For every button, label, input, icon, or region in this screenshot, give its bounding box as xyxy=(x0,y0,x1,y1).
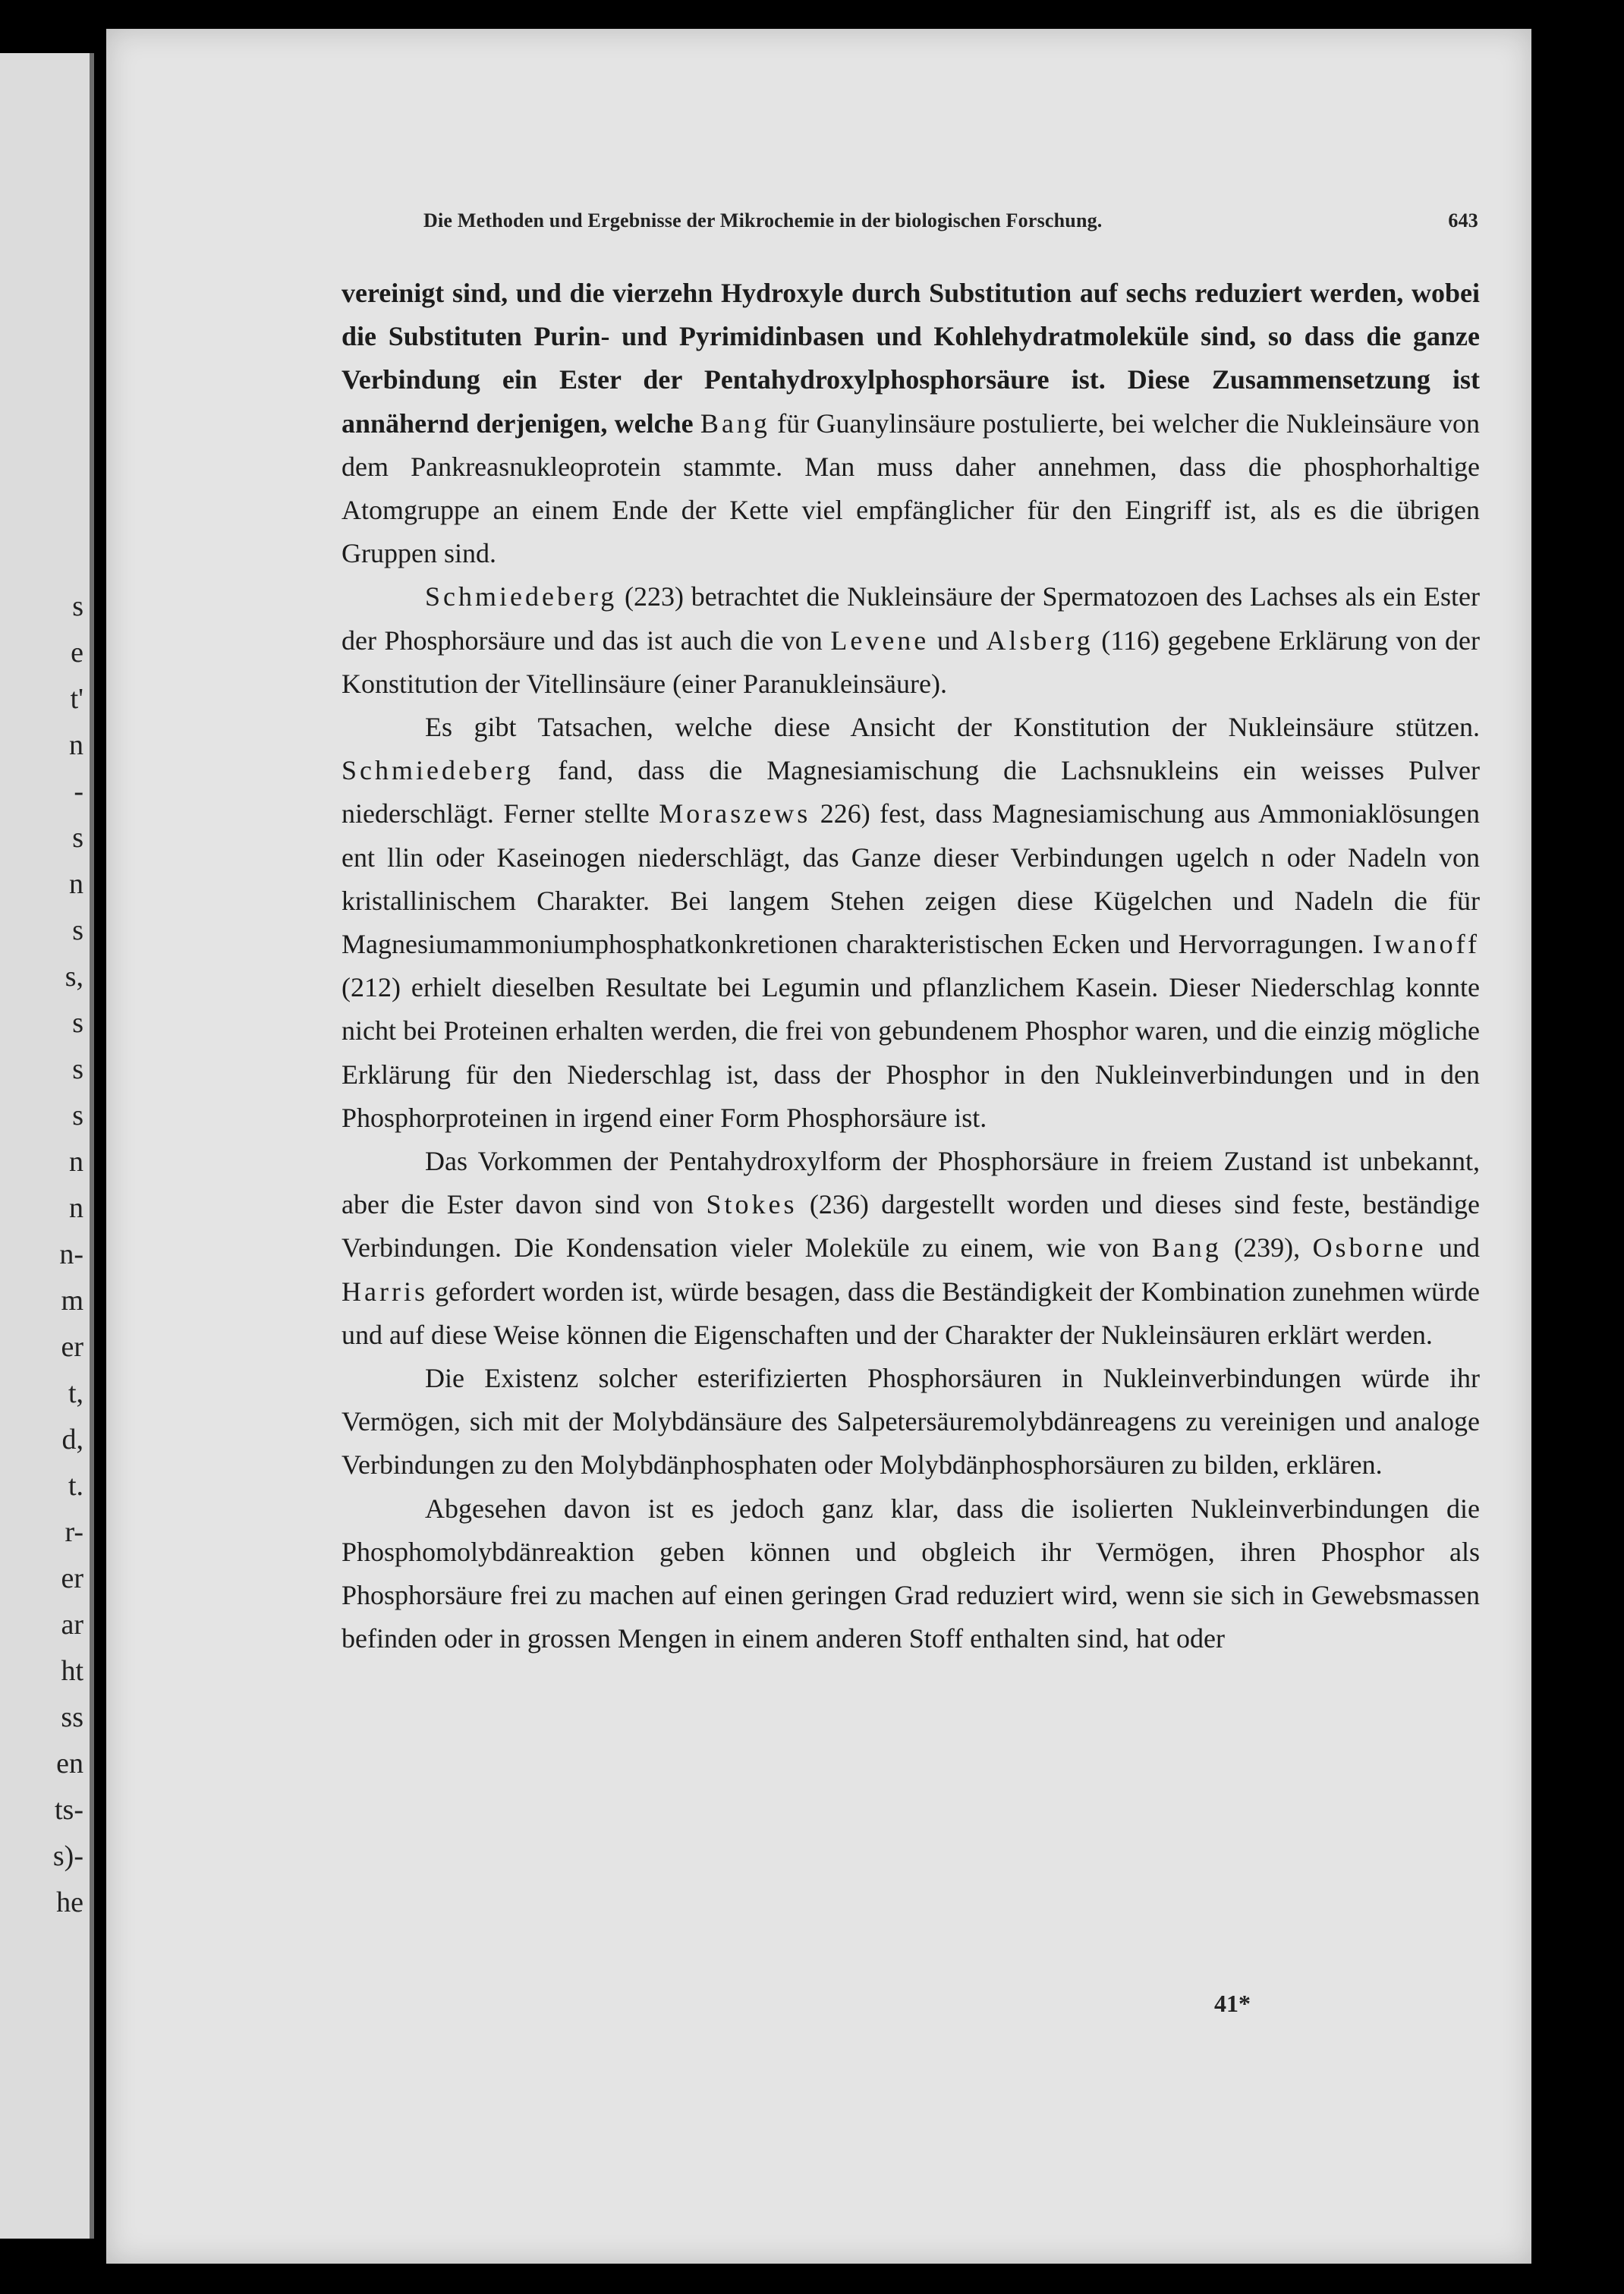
facing-page-fragment: n- xyxy=(59,1238,83,1270)
facing-page-fragment: e xyxy=(71,637,83,669)
text-run: fand, dass die Magnesiamischung die Lachsnukleins ein weisses Pulver niederschlägt. Ferner stellte xyxy=(341,755,1480,829)
text-run: Abgesehen davon ist es jedoch ganz klar, dass die isolierten Nukleinverbindungen die Phosphomolybdänreaktion geben können und obgleich ihr Vermögen, ihren Phosphor als Phosphorsäure frei zu machen auf einen geringen Grad reduziert wird, wenn sie sich in Gewebsmassen befinden oder in grossen Mengen in einem anderen Stoff enthalten sind, hat oder xyxy=(341,1493,1480,1654)
facing-page-fragment: s xyxy=(72,914,83,946)
author-name: Stokes xyxy=(706,1189,798,1220)
text-run: vereinigt sind, und die vierzehn Hydroxyle durch Substitution auf sechs reduziert werden, wobei die Substituten Purin- und Pyrimidinbasen und Kohlehydratmoleküle sind, so dass die ganze Verbindung ein Ester der Pentahydroxylphosphorsäure ist. Diese Zusammensetzung ist annähernd derjenigen, welche xyxy=(341,278,1480,439)
facing-page-fragment: en xyxy=(56,1748,83,1780)
text-run: (239), xyxy=(1221,1232,1313,1263)
running-title: Die Methoden und Ergebnisse der Mikrochemie in der biologischen Forschung. xyxy=(423,209,1103,231)
author-name: Harris xyxy=(341,1276,428,1307)
author-name: Alsberg xyxy=(986,625,1094,656)
facing-page-fragment: n xyxy=(69,1192,83,1224)
facing-page-fragment: ht xyxy=(61,1655,83,1687)
author-name: Levene xyxy=(830,625,930,656)
facing-page-fragment: - xyxy=(74,776,83,807)
paragraph xyxy=(341,1357,1480,1487)
text-run: Es gibt Tatsachen, welche diese Ansicht der Konstitution der Nukleinsäure stützen. xyxy=(425,712,1480,743)
facing-page-fragment: ss xyxy=(61,1701,83,1733)
author-name: Iwanoff xyxy=(1372,929,1480,960)
author-name: Schmiedeberg xyxy=(425,581,618,612)
author-name: Bang xyxy=(700,408,770,439)
text-run: (116) gegebene Erklärung von der Konstitution der Vitellinsäure (einer Paranukleinsäure). xyxy=(341,625,1481,699)
facing-page-fragment: t' xyxy=(70,683,83,715)
facing-page-fragment: he xyxy=(56,1886,83,1918)
book-page xyxy=(106,29,1531,2264)
running-header xyxy=(423,209,1478,232)
text-run: Das Vorkommen der Pentahydroxylform der Phosphorsäure in freiem Zustand ist unbekannt, aber die Ester davon sind von xyxy=(341,1146,1480,1220)
author-name: Osborne xyxy=(1312,1232,1427,1263)
text-run: (236) dargestellt worden und dieses sind feste, beständige Verbindungen. Die Kondensation vieler Moleküle zu einem, wie von xyxy=(341,1189,1480,1263)
facing-page-fragment: n xyxy=(69,1146,83,1178)
paragraph xyxy=(341,1487,1480,1661)
facing-page-fragment: s xyxy=(72,590,83,622)
facing-page-edge xyxy=(0,53,94,2239)
author-name: Schmiedeberg xyxy=(341,755,534,786)
facing-page-fragment: er xyxy=(61,1331,83,1363)
paragraph xyxy=(341,272,1480,575)
text-run: (212) erhielt dieselben Resultate bei Legumin und pflanzlichem Kasein. Dieser Niederschlag konnte nicht bei Proteinen erhalten werden, die frei von gebundenem Phosphor waren, und die einzig mögliche Erklärung für den Niederschlag ist, dass der Phosphor in den Nukleinverbindungen und in den Phosphorproteinen in irgend einer Form Phosphorsäure ist. xyxy=(341,972,1480,1133)
author-name: Bang xyxy=(1151,1232,1222,1263)
facing-page-fragment: s xyxy=(72,1007,83,1039)
facing-page-fragment: s xyxy=(72,822,83,854)
signature-mark: 41* xyxy=(1214,1990,1251,2017)
facing-page-fragment: n xyxy=(69,868,83,900)
facing-page-fragment: d, xyxy=(61,1424,83,1455)
facing-page-fragment: er xyxy=(61,1562,83,1594)
paragraph xyxy=(341,706,1480,1140)
body-text xyxy=(341,272,1480,1661)
facing-page-fragment: s xyxy=(72,1053,83,1085)
facing-page-fragment: n xyxy=(69,729,83,761)
facing-page-fragment: ar xyxy=(61,1609,83,1641)
facing-page-fragment: s)- xyxy=(52,1840,83,1872)
paragraph xyxy=(341,1140,1480,1357)
facing-page-fragment: s xyxy=(72,1100,83,1131)
text-run: für Guanylinsäure postulierte, bei welcher die Nukleinsäure von dem Pankreasnukleoprotein stammte. Man muss daher annehmen, dass die phosphorhaltige Atomgruppe an einem Ende der Kette viel empfänglicher für den Eingriff ist, als es die übrigen Gruppen sind. xyxy=(341,408,1480,569)
page-number: 643 xyxy=(1448,209,1478,231)
facing-page-fragment: t, xyxy=(68,1377,83,1409)
paragraph xyxy=(341,575,1480,706)
text-run: und xyxy=(1426,1232,1480,1263)
facing-page-fragment: s, xyxy=(65,961,83,993)
text-run: gefordert worden ist, würde besagen, dass die Beständigkeit der Kombination zunehmen würde und auf diese Weise können die Eigenschaften und der Charakter der Nukleinsäuren erklärt werden. xyxy=(341,1276,1480,1350)
facing-page-fragment: ts- xyxy=(55,1794,83,1826)
text-run: (223) betrachtet die Nukleinsäure der Spermatozoen des Lachses als ein Ester der Phosphorsäure und das ist auch die von xyxy=(341,581,1480,656)
text-run: 226) fest, dass Magnesiamischung aus Ammoniaklösungen ent llin oder Kaseinogen niederschlägt, das Ganze dieser Verbindungen ugelch n oder Nadeln von kristallinischem Charakter. Bei langem Stehen zeigen diese Kügelchen und Nadeln die für Magnesiumammoniumphosphatkonkretionen charakteristischen Ecken und Hervorragungen. xyxy=(341,798,1480,960)
facing-page-fragment: t. xyxy=(68,1470,83,1502)
author-name: Moraszews xyxy=(659,798,811,829)
text-run: und xyxy=(929,625,987,656)
facing-page-fragment: m xyxy=(61,1285,83,1317)
facing-page-fragment: r- xyxy=(65,1516,83,1548)
text-run: Die Existenz solcher esterifizierten Phosphorsäuren in Nukleinverbindungen würde ihr Vermögen, sich mit der Molybdänsäure des Salpetersäuremolybdänreagens zu vereinigen und analoge Verbindungen zu den Molybdänphosphaten oder Molybdänphosphorsäuren zu bilden, erklären. xyxy=(341,1363,1480,1481)
